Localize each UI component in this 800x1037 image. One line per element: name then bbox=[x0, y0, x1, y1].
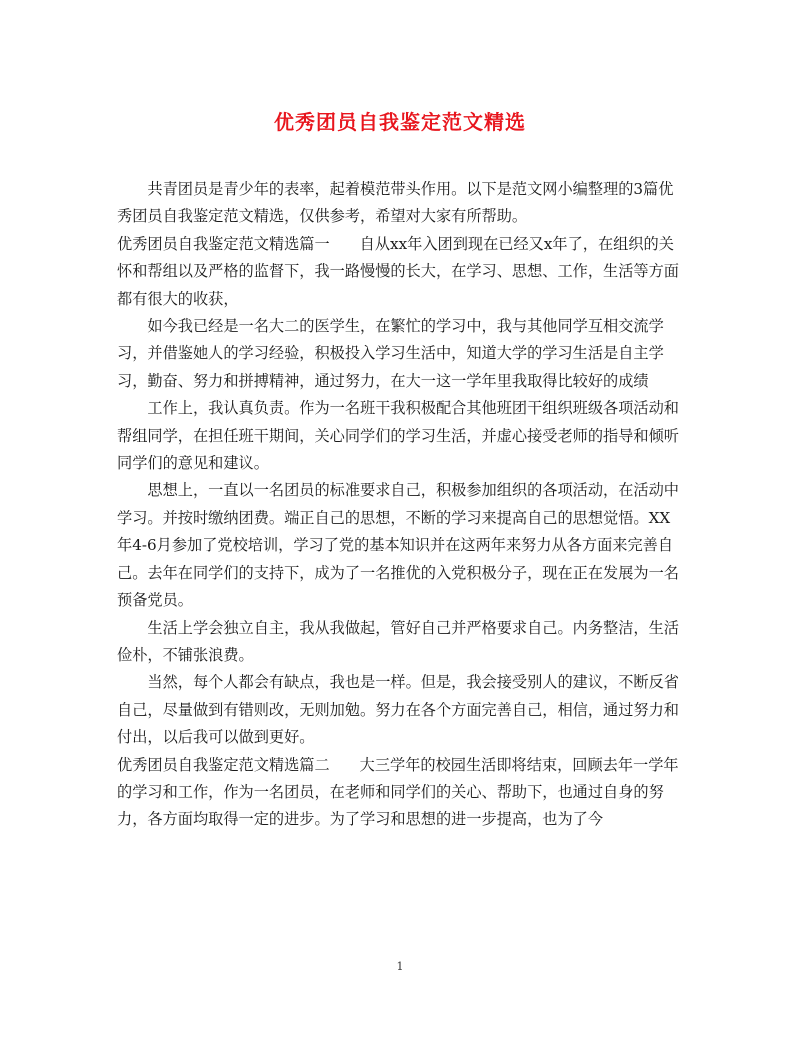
page-number: 1 bbox=[396, 960, 404, 973]
paragraph-thought: 思想上，一直以一名团员的标准要求自己，积极参加组织的各项活动，在活动中学习。并按时缴纳团费。端正自己的思想，不断的学习来提高自己的思想觉悟。XX年4-6月参加了党校培训，学习了党的基本知识并在这两年来努力从各方面来完善自己。去年在同学们的支持下，成为了一名推优的入党积极分子，现在正在发展为一名预备党员。 bbox=[117, 481, 679, 610]
section-two-heading: 优秀团员自我鉴定范文精选篇二 bbox=[117, 755, 330, 774]
section-one-heading: 优秀团员自我鉴定范文精选篇一 bbox=[117, 234, 330, 253]
section-two-lead: 大三学年的校园生活即将结束，回顾去年一学年的学习和工作，作为一名团员，在老师和同学们的关心、帮助下，也通过自身的努力，各方面均取得一定的进步。为了学习和思想的进一步提高，也为了今 bbox=[117, 755, 679, 829]
paragraph-study: 如今我已经是一名大二的医学生，在繁忙的学习中，我与其他同学互相交流学习，并借鉴她人的学习经验，积极投入学习生活中，知道大学的学习生活是自主学习，勤奋、努力和拼搏精神，通过努力，在大一这一学年里我取得比较好的成绩 bbox=[117, 317, 664, 390]
intro-paragraph: 共青团员是青少年的表率，起着模范带头作用。以下是范文网小编整理的3篇优秀团员自我鉴定范文精选，仅供参考，希望对大家有所帮助。 bbox=[117, 180, 674, 226]
document-title: 优秀团员自我鉴定范文精选 bbox=[274, 110, 526, 134]
section-two-paragraph bbox=[117, 752, 685, 834]
paragraph-life: 生活上学会独立自主，我从我做起，管好自己并严格要求自己。内务整洁，生活俭朴，不铺张浪费。 bbox=[117, 618, 679, 664]
paragraph-work: 工作上，我认真负责。作为一名班干我积极配合其他班团干组织班级各项活动和帮组同学，在担任班干期间，关心同学们的学习生活，并虚心接受老师的指导和倾听同学们的意见和建议。 bbox=[117, 399, 679, 473]
section-one-paragraph bbox=[117, 231, 685, 313]
document-body bbox=[117, 176, 685, 834]
paragraph-shortcomings: 当然，每个人都会有缺点，我也是一样。但是，我会接受别人的建议，不断反省自己，尽量做到有错则改，无则加勉。努力在各个方面完善自己，相信，通过努力和付出，以后我可以做到更好。 bbox=[117, 673, 679, 747]
section-one-lead: 自从xx年入团到现在已经又x年了，在组织的关怀和帮组以及严格的监督下，我一路慢慢的长大，在学习、思想、工作，生活等方面都有很大的收获， bbox=[117, 234, 679, 308]
